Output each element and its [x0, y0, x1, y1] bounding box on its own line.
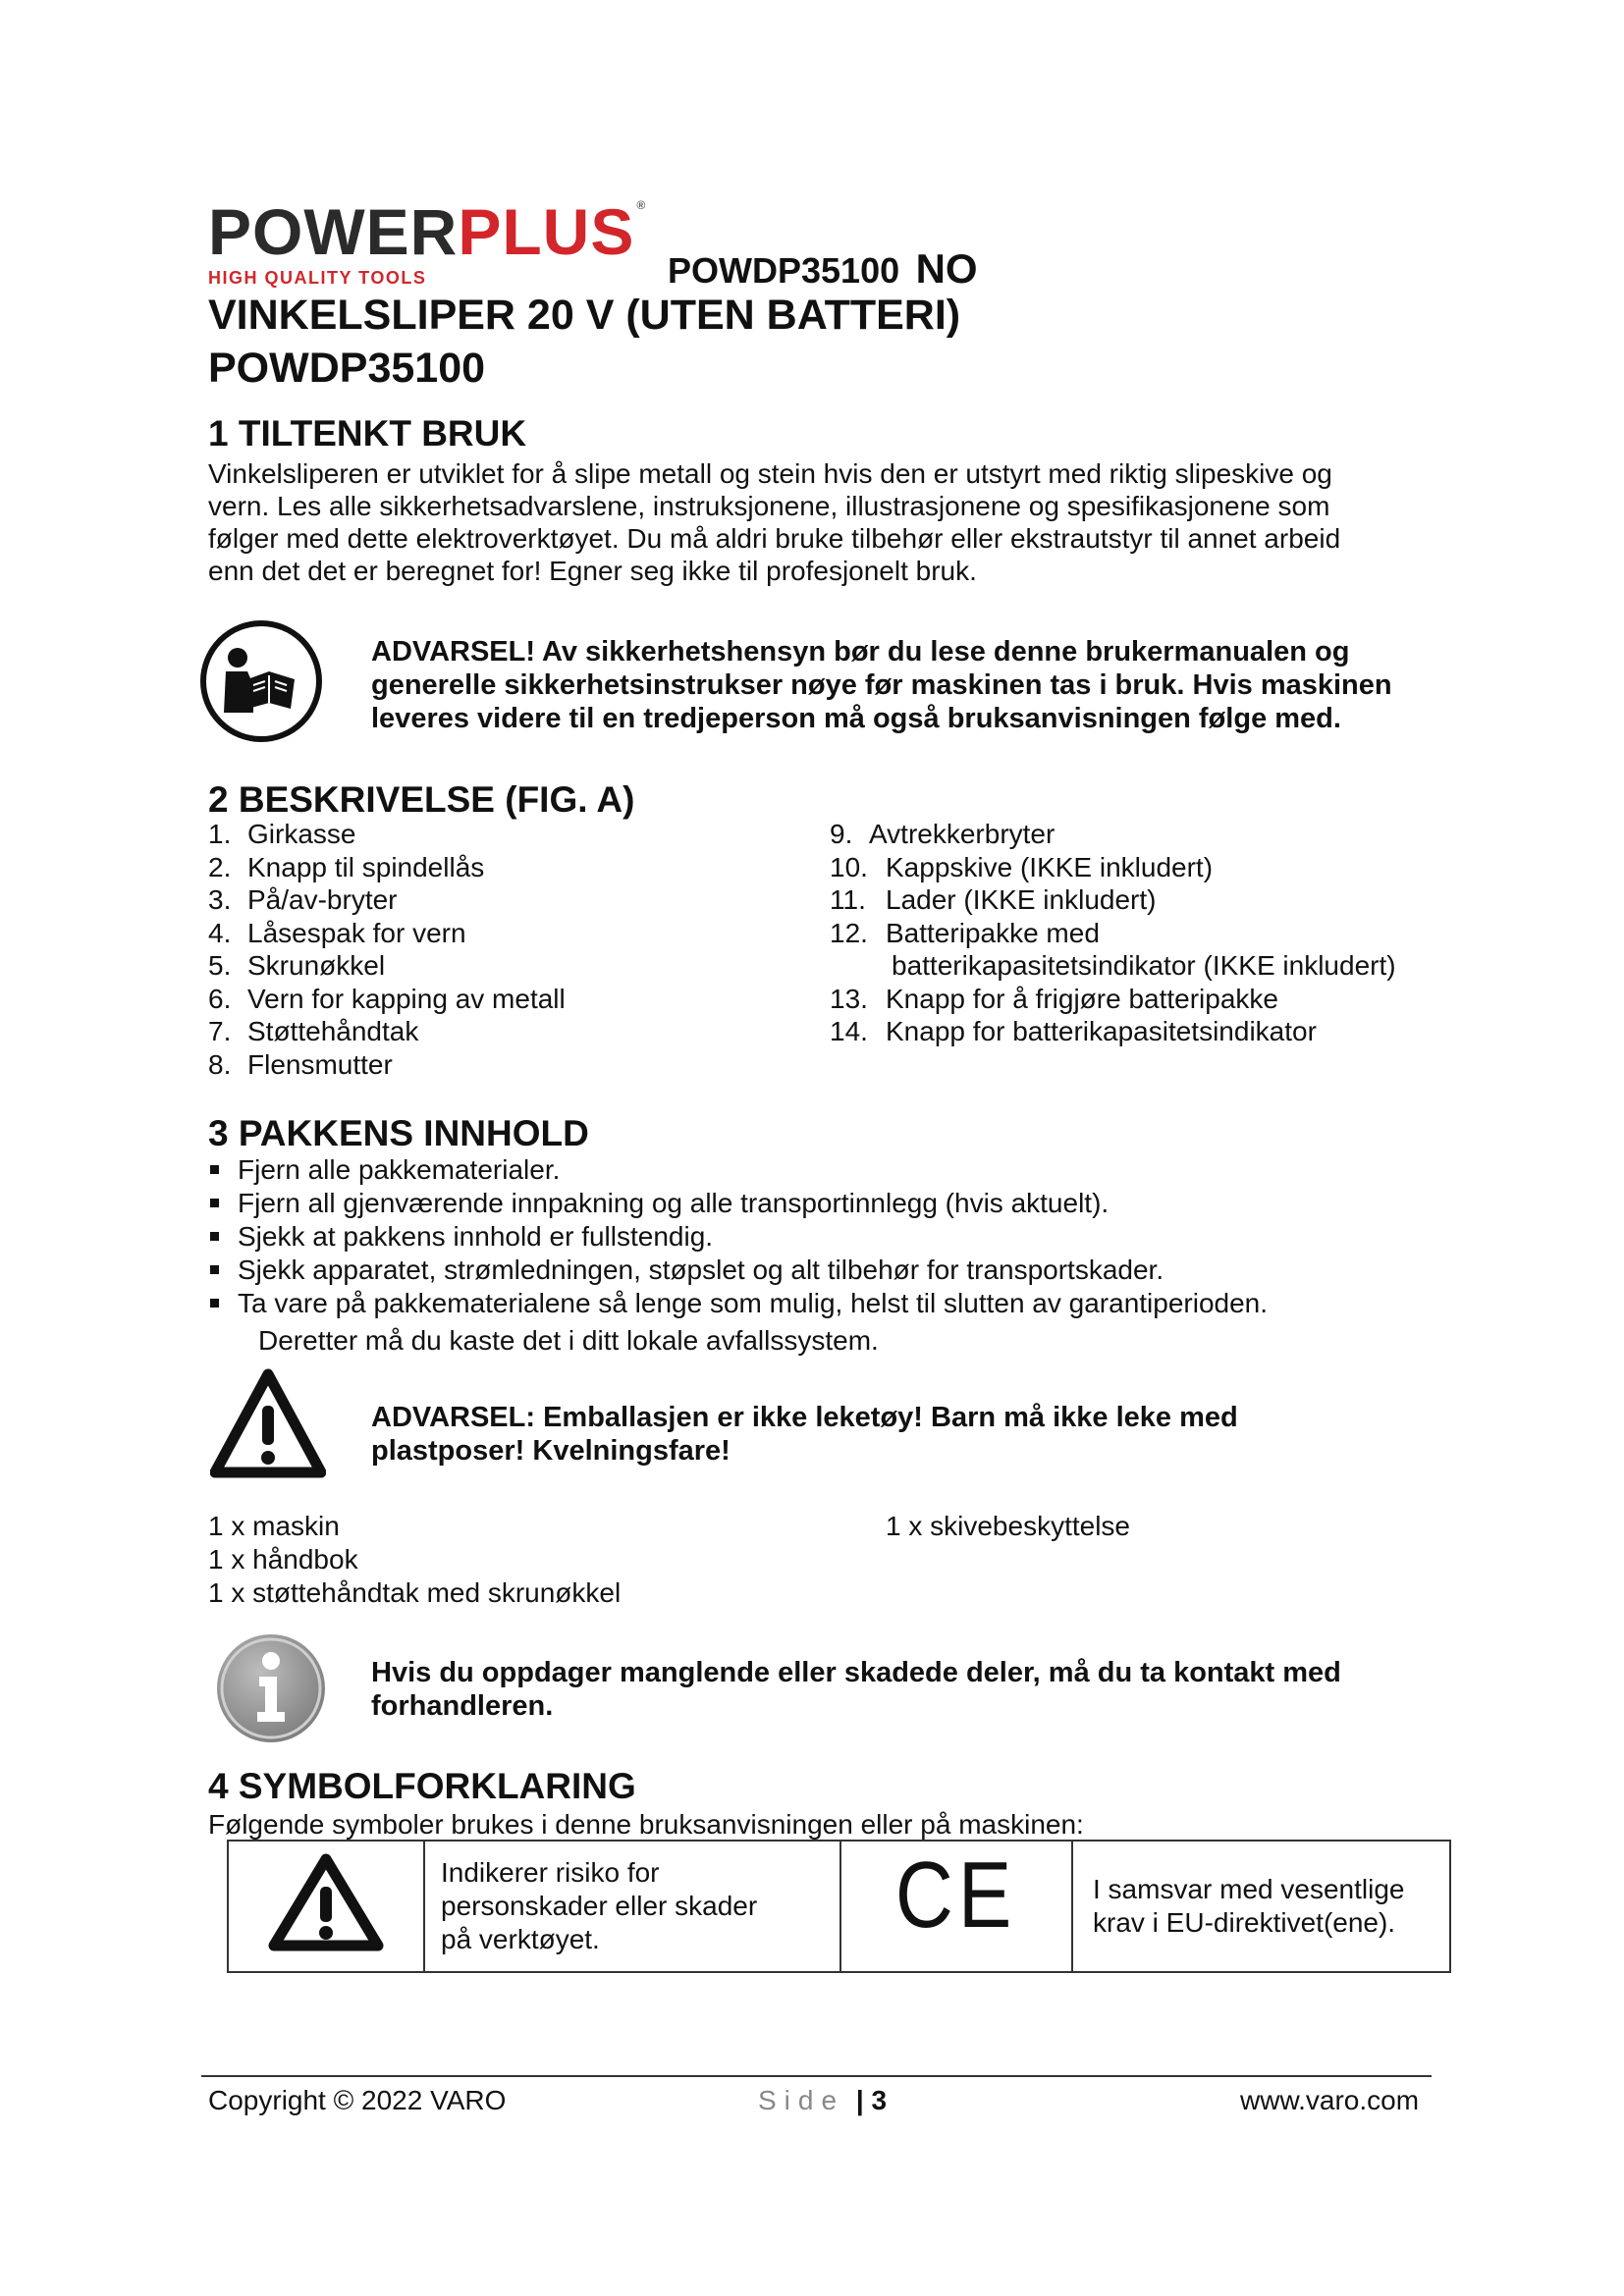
table-cell-symbol — [840, 1841, 1072, 1972]
list-item: batterikapasitetsindikator (IKKE inkludert) — [892, 950, 1396, 981]
list-item: Ta vare på pakkematerialene så lenge som mulig, helst til slutten av garantiperioden. — [208, 1287, 1268, 1320]
footer-url: www.varo.com — [1240, 2085, 1420, 2115]
footer-copyright: Copyright © 2022 VARO — [208, 2085, 507, 2115]
text-line: følger med dette elektroverktøyet. Du må aldri bruke tilbehør eller ekstrautstyr til annet arbeid — [208, 523, 1341, 554]
info-icon — [214, 1631, 328, 1745]
section-4-intro: Følgende symboler brukes i denne bruksanvisningen eller på maskinen: — [208, 1809, 1084, 1840]
title-line-1: VINKELSLIPER 20 V (UTEN BATTERI) — [208, 292, 961, 339]
header-language: NO — [915, 245, 978, 292]
list-item: 8. Flensmutter — [208, 1048, 393, 1080]
section-4-heading: 4 SYMBOLFORKLARING — [208, 1766, 636, 1806]
footer-page-separator: | — [855, 2085, 864, 2115]
package-steps — [208, 1153, 1268, 1320]
footer-side-label: Side — [758, 2085, 845, 2115]
text-line: enn det det er beregnet for! Egner seg ikke til profesjonelt bruk. — [208, 556, 977, 586]
warning-line: ADVARSEL: Emballasjen er ikke leketøy! Barn må ikke leke med — [371, 1402, 1238, 1433]
symbol-table — [227, 1840, 1451, 1973]
list-item: 1 x støttehåndtak med skrunøkkel — [208, 1577, 622, 1608]
table-row — [228, 1841, 1450, 1972]
table-cell-description: Indikerer risiko for personskader eller skader på verktøyet. — [424, 1841, 840, 1972]
warning-line: generelle sikkerhetsinstrukser nøye før maskinen tas i bruk. Hvis maskinen — [371, 669, 1392, 701]
list-item: 13. Knapp for å frigjøre batteripakke — [830, 983, 1278, 1014]
list-item: 5. Skrunøkkel — [208, 950, 386, 981]
package-contents-right — [886, 1510, 1130, 1543]
text-line: vern. Les alle sikkerhetsadvarslene, instruksjonene, illustrasjonene og spesifikasjonene som — [208, 491, 1330, 521]
footer-page-indicator — [758, 2085, 887, 2116]
list-item: 2. Knapp til spindellås — [208, 851, 485, 882]
section-2-heading: 2 BESKRIVELSE (FIG. A) — [208, 779, 635, 820]
footer-page-number: 3 — [871, 2085, 888, 2115]
logo-word-power: POWER — [208, 195, 459, 268]
list-item: 1 x skivebeskyttelse — [886, 1511, 1130, 1541]
table-cell-description: I samsvar med vesentlige krav i EU-direktivet(ene). — [1072, 1841, 1450, 1972]
info-line: Hvis du oppdager manglende eller skadede deler, må du ta kontakt med — [371, 1657, 1341, 1688]
logo-registered-mark: ® — [636, 198, 647, 212]
ce-mark-icon: CE — [895, 1842, 1017, 1948]
title-line-2: POWDP35100 — [208, 345, 486, 392]
list-item: 14. Knapp for batterikapasitetsindikator — [830, 1016, 1317, 1046]
list-item: Sjekk at pakkens innhold er fullstendig. — [208, 1220, 1268, 1254]
footer-divider — [201, 2075, 1432, 2077]
table-cell-symbol — [228, 1841, 424, 1972]
section-3-warning — [371, 1401, 1238, 1468]
list-item: 9. Avtrekkerbryter — [830, 819, 1056, 849]
warning-triangle-icon — [268, 1853, 384, 1959]
package-steps-continuation: Deretter må du kaste det i ditt lokale avfallssystem. — [258, 1325, 879, 1356]
info-line: forhandleren. — [371, 1690, 554, 1722]
page-title — [208, 289, 960, 395]
header-code: POWDP35100 — [668, 250, 900, 291]
package-contents-left — [208, 1510, 621, 1610]
warning-line: plastposer! Kvelningsfare! — [371, 1435, 731, 1467]
warning-line: ADVARSEL! Av sikkerhetshensyn bør du lese denne brukermanualen og — [371, 636, 1350, 667]
list-item: 12. Batteripakke med — [830, 917, 1100, 948]
list-item: 4. Låsespak for vern — [208, 917, 466, 948]
logo-word-plus: PLUS — [458, 195, 635, 268]
text-line: Vinkelsliperen er utviklet for å slipe metall og stein hvis den er utstyrt med riktig slipeskive og — [208, 458, 1332, 489]
list-item: Fjern alle pakkematerialer. — [208, 1153, 1268, 1187]
list-item: 3. På/av-bryter — [208, 884, 398, 915]
warning-triangle-icon — [210, 1368, 326, 1478]
list-item: 1 x håndbok — [208, 1544, 358, 1575]
read-manual-icon — [198, 618, 324, 744]
list-item: 10. Kappskive (IKKE inkludert) — [830, 851, 1214, 882]
list-item: 6. Vern for kapping av metall — [208, 983, 566, 1014]
list-item: 1 x maskin — [208, 1511, 340, 1541]
warning-line: leveres videre til en tredjeperson må også bruksanvisningen følge med. — [371, 703, 1341, 734]
section-1-warning — [371, 635, 1392, 735]
parts-list-left — [208, 818, 566, 1081]
list-item: 1. Girkasse — [208, 819, 356, 849]
list-item: Sjekk apparatet, strømledningen, støpslet og alt tilbehør for transportskader. — [208, 1254, 1268, 1287]
section-1-text — [208, 457, 1340, 587]
brand-logo — [208, 195, 647, 289]
section-3-heading: 3 PAKKENS INNHOLD — [208, 1113, 589, 1153]
list-item: Fjern all gjenværende innpakning og alle transportinnlegg (hvis aktuelt). — [208, 1187, 1268, 1220]
parts-list-right — [830, 818, 1396, 1048]
section-1-heading: 1 TILTENKT BRUK — [208, 413, 527, 454]
list-item: 7. Støttehåndtak — [208, 1016, 419, 1046]
logo-tagline: HIGH QUALITY TOOLS — [208, 268, 427, 288]
list-item: 11. Lader (IKKE inkludert) — [830, 884, 1157, 915]
info-note — [371, 1656, 1341, 1723]
header-product-code — [668, 245, 978, 293]
